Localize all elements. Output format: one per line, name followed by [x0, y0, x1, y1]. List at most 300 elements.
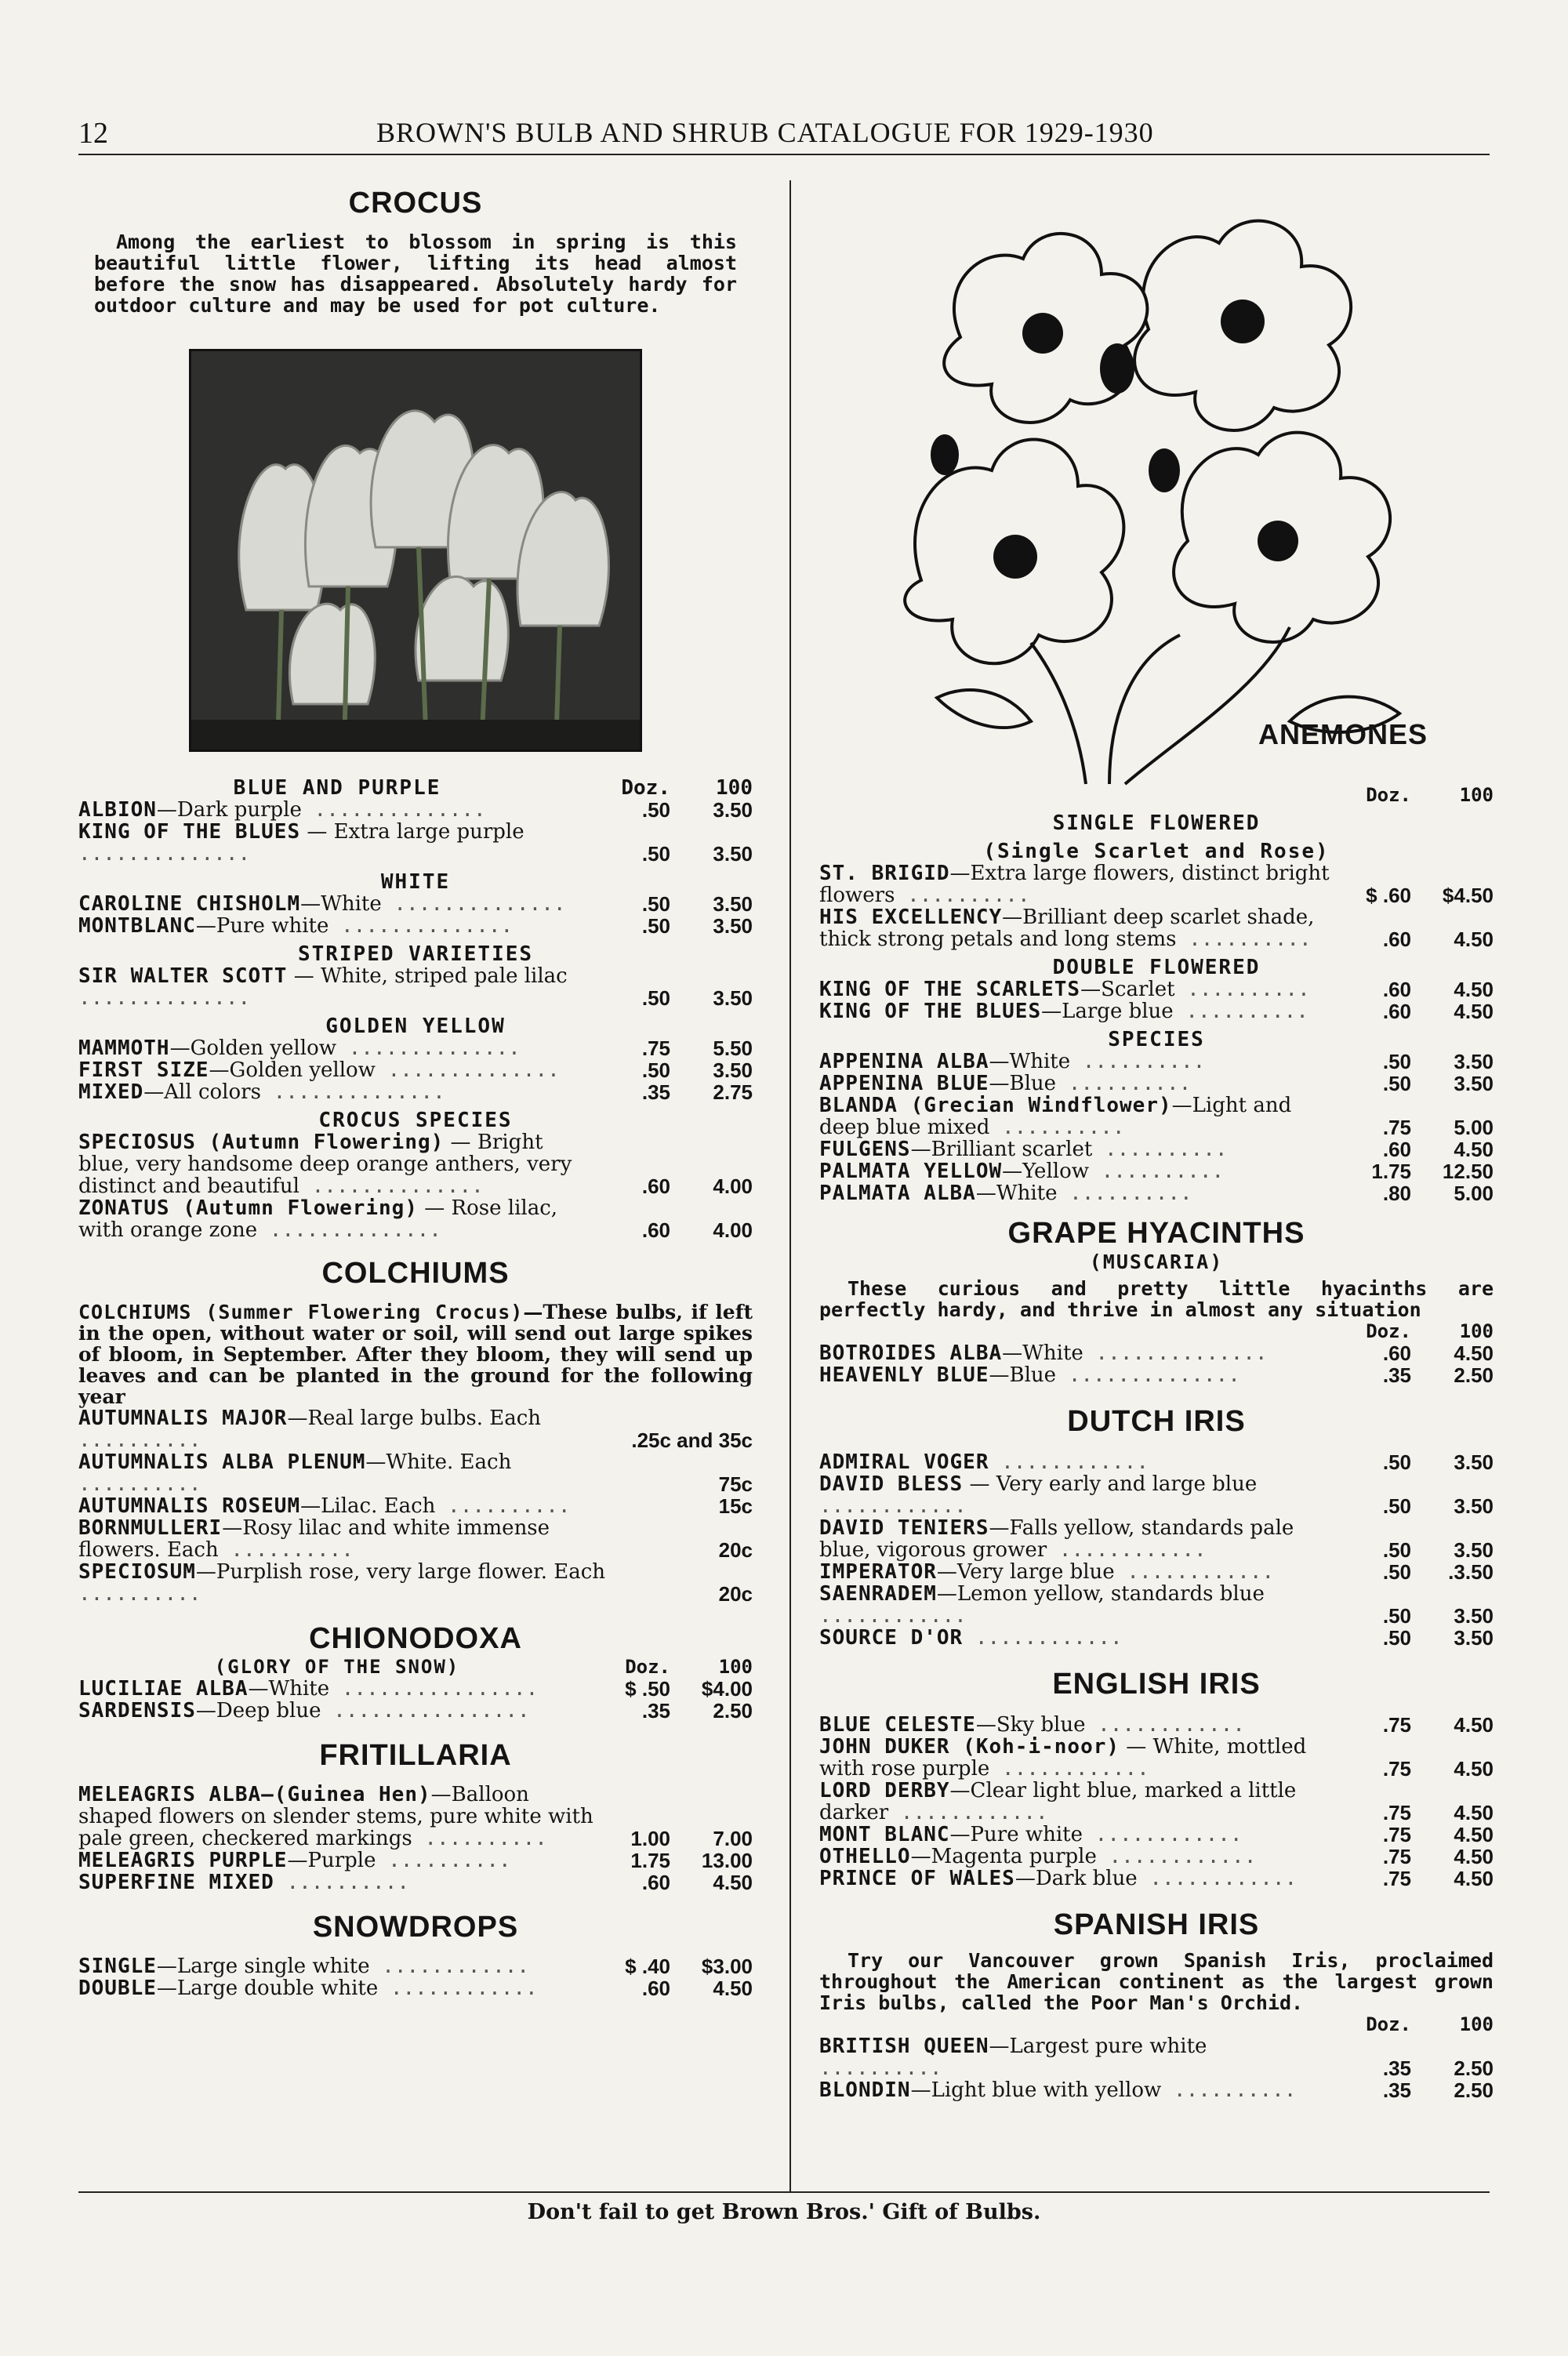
item-detail: —Rosy lilac and white immense flowers. Each [78, 1516, 550, 1562]
item-name: LORD DERBY [819, 1779, 950, 1802]
price-dozen: .60 [1382, 1000, 1411, 1023]
item-detail: —All colors [143, 1080, 261, 1104]
price-hundred: 4.50 [1454, 1713, 1494, 1737]
item-detail: —Lilac. Each [300, 1494, 436, 1518]
item-name: SAENRADEM [819, 1582, 937, 1606]
price-hundred: .3.50 [1448, 1560, 1494, 1584]
crocus-title: CROCUS [348, 187, 483, 220]
item-name: KING OF THE BLUES [819, 1000, 1042, 1023]
price-dozen: .35 [1382, 2078, 1411, 2102]
price-hundred: 5.00 [1454, 1116, 1494, 1139]
item-price: .25c and 35c [631, 1428, 753, 1452]
price-hundred: 4.50 [1454, 1845, 1494, 1868]
item-detail: —Blue [989, 1072, 1057, 1095]
item-name: ADMIRAL VOGER [819, 1450, 989, 1474]
item-name: FULGENS [819, 1138, 911, 1161]
item-description: SPECIOSUS (Autumn Flowering) — Bright blue, very handsome deep orange anthers, very distinct and beautiful .............. [78, 1131, 572, 1198]
left-column [78, 165, 753, 1999]
price-row [819, 2079, 1494, 2101]
footer-note: Don't fail to get Brown Bros.' Gift of Bulbs. [527, 2200, 1041, 2224]
anemones-group-heading: SINGLE FLOWERED [1052, 811, 1261, 835]
crocus-group-heading: BLUE AND PURPLE [233, 776, 441, 800]
item-detail: — Bright blue, very handsome deep orange anthers, very distinct and beautiful [78, 1131, 572, 1198]
item-name: SUPERFINE MIXED [78, 1871, 274, 1894]
price-row [819, 1342, 1494, 1364]
item-detail: —Pure white [949, 1823, 1083, 1846]
price-dozen: .35 [1382, 2057, 1411, 2080]
item-description: AUTUMNALIS MAJOR—Real large bulbs. Each .......... [78, 1407, 542, 1452]
price-row [819, 1473, 1494, 1517]
price-row [78, 965, 753, 1009]
price-hundred: 13.00 [701, 1849, 753, 1872]
item-name: MELEAGRIS PURPLE [78, 1849, 288, 1872]
item-detail: —Yellow [1002, 1160, 1089, 1183]
item-detail: —Scarlet [1080, 978, 1175, 1001]
price-row [819, 1561, 1494, 1583]
item-detail: —Lemon yellow, standards blue [936, 1582, 1265, 1606]
item-description: DOUBLE—Large double white ............ [78, 1977, 538, 2000]
item-detail: —White [989, 1050, 1071, 1073]
item-name: PALMATA ALBA [819, 1182, 976, 1205]
item-name: CAROLINE CHISHOLM [78, 892, 301, 916]
item-description: SARDENSIS—Deep blue ................ [78, 1699, 530, 1723]
price-row [78, 893, 753, 915]
item-detail: —White [1002, 1341, 1083, 1365]
item-detail: —Pure white [195, 914, 329, 938]
dutch-iris-title: DUTCH IRIS [1067, 1405, 1246, 1438]
grape-hyacinths-col-doz: Doz. [1366, 1320, 1411, 1342]
price-hundred: 4.50 [1454, 978, 1494, 1001]
item-description: MIXED—All colors .............. [78, 1080, 445, 1104]
chionodoxa-title: CHIONODOXA [309, 1622, 522, 1655]
item-detail: —Large single white [156, 1955, 370, 1978]
crocus-group-heading-row [78, 1009, 753, 1037]
item-description: BORNMULLERI—Rosy lilac and white immense flowers. Each .......... [78, 1516, 550, 1562]
price-dozen: .80 [1382, 1182, 1411, 1205]
price-row [819, 1824, 1494, 1846]
price-row [78, 1059, 753, 1081]
item-name: APPENINA ALBA [819, 1050, 989, 1073]
item-description: KING OF THE BLUES—Large blue .......... [819, 1000, 1308, 1023]
price-dozen: .60 [1382, 928, 1411, 951]
item-name: LUCILIAE ALBA [78, 1677, 249, 1701]
item-detail: — Extra large purple [300, 820, 524, 844]
item-detail: —Balloon shaped flowers on slender stems, pure white with pale green, checkered markings [78, 1783, 593, 1850]
item-description: SUPERFINE MIXED .......... [78, 1871, 409, 1894]
price-dozen: .35 [641, 1699, 670, 1723]
item-name: BOTROIDES ALBA [819, 1341, 1003, 1365]
price-row [78, 915, 753, 937]
price-dozen: .50 [1382, 1072, 1411, 1095]
price-row [78, 1451, 753, 1495]
fritillaria-table [78, 1784, 753, 1893]
price-dozen: .50 [1382, 1494, 1411, 1518]
column-divider [789, 180, 791, 2191]
item-name: BLUE CELESTE [819, 1713, 976, 1737]
item-name: HIS EXCELLENCY [819, 906, 1003, 929]
anemones-group-heading: DOUBLE FLOWERED [1052, 956, 1261, 979]
anemones-group-heading: SPECIES [1108, 1028, 1205, 1051]
price-dozen: .50 [641, 892, 670, 916]
item-detail: — White, striped pale lilac [287, 964, 568, 988]
item-description: APPENINA ALBA—White .......... [819, 1050, 1206, 1073]
price-row [78, 1131, 753, 1197]
price-row [819, 1714, 1494, 1736]
chionodoxa-subtitle: (GLORY OF THE SNOW) [214, 1656, 460, 1678]
price-row [819, 1095, 1494, 1138]
price-hundred: 5.50 [713, 1036, 753, 1060]
price-dozen: .60 [1382, 978, 1411, 1001]
anemones-col-doz: Doz. [1366, 784, 1411, 806]
item-detail: —Brilliant scarlet [910, 1138, 1093, 1161]
item-detail: —White [300, 892, 382, 916]
item-description: MELEAGRIS ALBA—(Guinea Hen)—Balloon shaped flowers on slender stems, pure white with pale green, checkered markings .......... [78, 1783, 593, 1850]
item-name: AUTUMNALIS ALBA PLENUM [78, 1450, 366, 1474]
item-name: SIR WALTER SCOTT [78, 964, 288, 988]
item-description: LORD DERBY—Clear light blue, marked a little darker ............ [819, 1779, 1297, 1824]
item-description: SOURCE D'OR ............ [819, 1626, 1123, 1650]
price-row [819, 1073, 1494, 1095]
english-iris-table [819, 1714, 1494, 1890]
item-name: PRINCE OF WALES [819, 1867, 1015, 1890]
grape-hyacinths-table [819, 1320, 1494, 1386]
item-name: MAMMOTH [78, 1036, 170, 1060]
price-dozen: .60 [641, 1871, 670, 1894]
item-description: BLONDIN—Light blue with yellow .......... [819, 2078, 1297, 2102]
running-title: BROWN'S BULB AND SHRUB CATALOGUE FOR 1929-1930 [376, 117, 1154, 148]
anemones-group-heading-row [819, 806, 1494, 834]
item-name: APPENINA BLUE [819, 1072, 989, 1095]
item-name: SARDENSIS [78, 1699, 196, 1723]
item-detail: —Deep blue [195, 1699, 321, 1723]
price-hundred: $4.50 [1442, 884, 1494, 907]
item-description: KING OF THE BLUES — Extra large purple .............. [78, 820, 524, 866]
price-dozen: .75 [1382, 1801, 1411, 1824]
chionodoxa-table [78, 1656, 753, 1722]
item-name: MELEAGRIS ALBA—(Guinea Hen) [78, 1783, 431, 1806]
price-row [819, 1182, 1494, 1204]
chionodoxa-col-100: 100 [718, 1656, 753, 1678]
english-iris-title: ENGLISH IRIS [1052, 1668, 1261, 1701]
price-hundred: 4.00 [713, 1218, 753, 1242]
price-hundred: 3.50 [713, 1058, 753, 1082]
anemones-title: ANEMONES [1258, 718, 1428, 750]
item-name: SPECIOSUS (Autumn Flowering) [78, 1131, 445, 1154]
item-detail: — Very early and large blue [963, 1472, 1258, 1496]
anemones-group-subheading: (Single Scarlet and Rose) [983, 840, 1330, 863]
price-row [819, 1627, 1494, 1649]
item-description: DAVID TENIERS—Falls yellow, standards pale blue, vigorous grower ............ [819, 1516, 1294, 1562]
crocus-intro: Among the earliest to blossom in spring is this beautiful little flower, lifting its head almost before the snow has disappeared. Absolutely hardy for outdoor culture and may be used for pot culture. [94, 231, 737, 317]
price-hundred: 2.50 [1454, 1363, 1494, 1387]
price-dozen: .50 [641, 798, 670, 822]
crocus-group-heading: GOLDEN YELLOW [325, 1015, 506, 1038]
item-detail: —Golden yellow [169, 1036, 336, 1060]
price-dozen: .60 [1382, 1138, 1411, 1161]
price-hundred: 4.50 [1454, 1000, 1494, 1023]
price-row [78, 1700, 753, 1722]
price-row [78, 1037, 753, 1059]
item-description: FULGENS—Brilliant scarlet .......... [819, 1138, 1228, 1161]
item-name: ALBION [78, 798, 157, 822]
price-hundred: 4.50 [1454, 1823, 1494, 1846]
price-hundred: 3.50 [1454, 1072, 1494, 1095]
item-price: 20c [718, 1582, 753, 1606]
item-description: BRITISH QUEEN—Largest pure white .......... [819, 2035, 1207, 2080]
price-row [78, 1977, 753, 1999]
item-name: HEAVENLY BLUE [819, 1363, 989, 1387]
crocus-group-heading: WHITE [380, 870, 451, 894]
price-dozen: $ .40 [625, 1955, 670, 1978]
item-name: SOURCE D'OR [819, 1626, 964, 1650]
item-description: MONTBLANC—Pure white .............. [78, 914, 514, 938]
price-dozen: .50 [1382, 1050, 1411, 1073]
price-dozen: .75 [1382, 1116, 1411, 1139]
spanish-iris-colhead [819, 2013, 1494, 2035]
price-dozen: .75 [1382, 1823, 1411, 1846]
item-name: ST. BRIGID [819, 862, 950, 885]
price-row [78, 1871, 753, 1893]
item-detail: —White. Each [365, 1450, 512, 1474]
item-name: DOUBLE [78, 1977, 157, 2000]
item-description: CAROLINE CHISHOLM—White .............. [78, 892, 566, 916]
price-dozen: $ .60 [1366, 884, 1411, 907]
page-number: 12 [78, 117, 108, 150]
price-row [78, 1081, 753, 1103]
header-rule [78, 154, 1490, 155]
item-name: IMPERATOR [819, 1560, 937, 1584]
price-hundred: $3.00 [701, 1955, 753, 1978]
item-name: AUTUMNALIS MAJOR [78, 1407, 288, 1430]
crocus-photo-image [191, 351, 640, 750]
price-dozen: .50 [641, 914, 670, 938]
grape-hyacinths-colhead [819, 1320, 1494, 1342]
price-row [819, 1780, 1494, 1824]
spanish-iris-title: SPANISH IRIS [1053, 1908, 1260, 1941]
price-row [819, 1451, 1494, 1473]
crocus-group-heading: CROCUS SPECIES [318, 1109, 513, 1132]
anemone-illustration [851, 172, 1494, 792]
item-detail: —White [248, 1677, 330, 1701]
item-description: MAMMOTH—Golden yellow .............. [78, 1036, 521, 1060]
item-description: AUTUMNALIS ALBA PLENUM—White. Each .......... [78, 1450, 512, 1496]
anemone-illustration-block [819, 165, 1494, 784]
price-row [819, 862, 1494, 906]
item-detail: —Extra large flowers, distinct bright flowers [819, 862, 1330, 907]
price-dozen: .35 [1382, 1363, 1411, 1387]
column-heading-doz: Doz. [621, 776, 670, 800]
price-row [819, 978, 1494, 1000]
item-detail: —Dark blue [1014, 1867, 1138, 1890]
price-dozen: .60 [641, 1977, 670, 2000]
item-name: JOHN DUKER (Koh-i-noor) [819, 1735, 1120, 1759]
price-dozen: 1.00 [630, 1827, 670, 1850]
item-detail: —Blue [989, 1363, 1057, 1387]
price-row [819, 1583, 1494, 1627]
item-name: DAVID TENIERS [819, 1516, 989, 1540]
price-hundred: 7.00 [713, 1827, 753, 1850]
item-price: 20c [718, 1538, 753, 1562]
grape-hyacinths-intro: These curious and pretty little hyacinths are perfectly hardy, and thrive in almost any situation [819, 1277, 1494, 1321]
item-description: HIS EXCELLENCY—Brilliant deep scarlet shade, thick strong petals and long stems .......... [819, 906, 1315, 951]
item-name: MONTBLANC [78, 914, 196, 938]
item-description: FIRST SIZE—Golden yellow .............. [78, 1058, 560, 1082]
price-row [78, 1955, 753, 1977]
price-dozen: .60 [1382, 1341, 1411, 1365]
item-detail: —Light and deep blue mixed [819, 1094, 1292, 1139]
item-description: SPECIOSUM—Purplish rose, very large flower. Each .......... [78, 1560, 606, 1606]
item-description: LUCILIAE ALBA—White ................ [78, 1677, 539, 1701]
anemones-col-100: 100 [1459, 784, 1494, 806]
price-hundred: 3.50 [713, 798, 753, 822]
footer-rule [78, 2191, 1490, 2193]
item-name: BRITISH QUEEN [819, 2035, 989, 2058]
anemones-group-heading-row [819, 1022, 1494, 1051]
item-description: IMPERATOR—Very large blue ............ [819, 1560, 1275, 1584]
item-name: PALMATA YELLOW [819, 1160, 1003, 1183]
dutch-iris-table [819, 1451, 1494, 1649]
price-hundred: 3.50 [1454, 1494, 1494, 1518]
item-detail: —Large blue [1041, 1000, 1174, 1023]
price-hundred: 3.50 [1454, 1450, 1494, 1474]
price-hundred: 3.50 [1454, 1604, 1494, 1628]
item-name: SINGLE [78, 1955, 157, 1978]
price-row [78, 1784, 753, 1850]
price-hundred: 4.50 [713, 1977, 753, 2000]
price-hundred: 2.50 [713, 1699, 753, 1723]
item-detail: —Dark purple [156, 798, 302, 822]
price-hundred: $4.00 [701, 1677, 753, 1701]
item-description: ST. BRIGID—Extra large flowers, distinct bright flowers .......... [819, 862, 1330, 907]
price-hundred: 4.50 [1454, 928, 1494, 951]
price-dozen: .50 [641, 842, 670, 866]
price-hundred: 4.00 [713, 1174, 753, 1198]
item-name: AUTUMNALIS ROSEUM [78, 1494, 301, 1518]
crocus-group-heading-row [78, 1103, 753, 1131]
price-row [78, 799, 753, 821]
item-name: BLANDA (Grecian Windflower) [819, 1094, 1172, 1117]
price-hundred: 3.50 [1454, 1050, 1494, 1073]
price-dozen: 1.75 [630, 1849, 670, 1872]
price-row [78, 1517, 753, 1561]
price-dozen: .50 [1382, 1538, 1411, 1562]
chionodoxa-subheading-row [78, 1656, 753, 1678]
colchiums-title: COLCHIUMS [321, 1257, 510, 1290]
price-row [78, 821, 753, 865]
fritillaria-title: FRITILLARIA [319, 1739, 512, 1772]
item-description: ZONATUS (Autumn Flowering) — Rose lilac, with orange zone .............. [78, 1196, 558, 1242]
item-description: BLUE CELESTE—Sky blue ............ [819, 1713, 1245, 1737]
snowdrops-title: SNOWDROPS [312, 1911, 519, 1944]
item-detail: —Largest pure white [989, 2035, 1207, 2058]
item-detail: —Very large blue [936, 1560, 1115, 1584]
item-price: 75c [718, 1472, 753, 1496]
price-row [819, 1160, 1494, 1182]
price-hundred: 3.50 [1454, 1538, 1494, 1562]
grape-hyacinths-subtitle: (MUSCARIA) [1089, 1251, 1224, 1273]
right-column [819, 165, 1494, 2101]
price-dozen: .75 [1382, 1845, 1411, 1868]
item-name: SPECIOSUM [78, 1560, 196, 1584]
price-row [819, 1000, 1494, 1022]
anemones-table [819, 784, 1494, 1204]
grape-hyacinths-title: GRAPE HYACINTHS [1007, 1217, 1305, 1250]
price-dozen: 1.75 [1371, 1160, 1411, 1183]
item-description: APPENINA BLUE—Blue .......... [819, 1072, 1192, 1095]
chionodoxa-col-doz: Doz. [625, 1656, 670, 1678]
item-name: FIRST SIZE [78, 1058, 209, 1082]
item-description: OTHELLO—Magenta purple ............ [819, 1845, 1257, 1868]
anemones-group-subheading-row [819, 834, 1494, 862]
item-detail: —Real large bulbs. Each [287, 1407, 542, 1430]
price-hundred: 4.50 [1454, 1801, 1494, 1824]
item-name: MIXED [78, 1080, 144, 1104]
item-description: ADMIRAL VOGER ............ [819, 1450, 1149, 1474]
price-hundred: 5.00 [1454, 1182, 1494, 1205]
price-hundred: 3.50 [713, 986, 753, 1010]
item-name: ZONATUS (Autumn Flowering) [78, 1196, 418, 1220]
item-name: DAVID BLESS [819, 1472, 964, 1496]
page-header [78, 116, 1490, 163]
item-description: PALMATA YELLOW—Yellow .......... [819, 1160, 1225, 1183]
item-name: BLONDIN [819, 2078, 911, 2102]
price-row [78, 1495, 753, 1517]
price-row [819, 1364, 1494, 1386]
colchiums-intro-text: —These bulbs, if left in the open, without water or soil, will send out large spikes of bloom, in September. After they bloom, they will send up leaves and can be planted in the ground for the following year [78, 1301, 753, 1408]
price-row [819, 1846, 1494, 1868]
item-detail: —Large double white [156, 1977, 379, 2000]
price-row [78, 1850, 753, 1871]
item-detail: —Sky blue [975, 1713, 1086, 1737]
item-description: AUTUMNALIS ROSEUM—Lilac. Each .......... [78, 1494, 571, 1518]
crocus-group-heading-row [78, 937, 753, 965]
price-dozen: .50 [641, 1058, 670, 1082]
item-detail: —Purple [287, 1849, 376, 1872]
item-name: KING OF THE BLUES [78, 820, 301, 844]
price-row [819, 1517, 1494, 1561]
snowdrops-table [78, 1955, 753, 1999]
price-dozen: .50 [1382, 1560, 1411, 1584]
crocus-group-heading: STRIPED VARIETIES [297, 942, 534, 966]
item-description: KING OF THE SCARLETS—Scarlet .......... [819, 978, 1310, 1001]
spanish-iris-intro: Try our Vancouver grown Spanish Iris, proclaimed throughout the American continent as the largest grown Iris bulbs, called the Poor Man's Orchid. [819, 1949, 1494, 2014]
item-name: KING OF THE SCARLETS [819, 978, 1081, 1001]
crocus-table [78, 771, 753, 1241]
item-detail: —Brilliant deep scarlet shade, thick strong petals and long stems [819, 906, 1315, 951]
price-hundred: 4.50 [713, 1871, 753, 1894]
colchiums-intro-name: COLCHIUMS (Summer Flowering Crocus) [78, 1301, 524, 1323]
item-description: HEAVENLY BLUE—Blue .............. [819, 1363, 1240, 1387]
price-dozen: .75 [1382, 1713, 1411, 1737]
price-hundred: 4.50 [1454, 1867, 1494, 1890]
price-hundred: 4.50 [1454, 1138, 1494, 1161]
item-name: OTHELLO [819, 1845, 911, 1868]
price-row [78, 1678, 753, 1700]
item-description: SINGLE—Large single white ............ [78, 1955, 530, 1978]
item-description: DAVID BLESS — Very early and large blue ............ [819, 1472, 1258, 1518]
price-hundred: 3.50 [1454, 1626, 1494, 1650]
item-description: MONT BLANC—Pure white ............ [819, 1823, 1243, 1846]
item-detail: — White, mottled with rose purple [819, 1735, 1307, 1781]
item-description: PALMATA ALBA—White .......... [819, 1182, 1192, 1205]
price-row [78, 1561, 753, 1605]
item-description: ALBION—Dark purple .............. [78, 798, 486, 822]
price-hundred: 2.50 [1454, 2057, 1494, 2080]
item-description: SAENRADEM—Lemon yellow, standards blue ............ [819, 1582, 1265, 1628]
item-detail: —Purplish rose, very large flower. Each [195, 1560, 606, 1584]
crocus-group-heading-row [78, 865, 753, 893]
spanish-iris-table [819, 2013, 1494, 2101]
